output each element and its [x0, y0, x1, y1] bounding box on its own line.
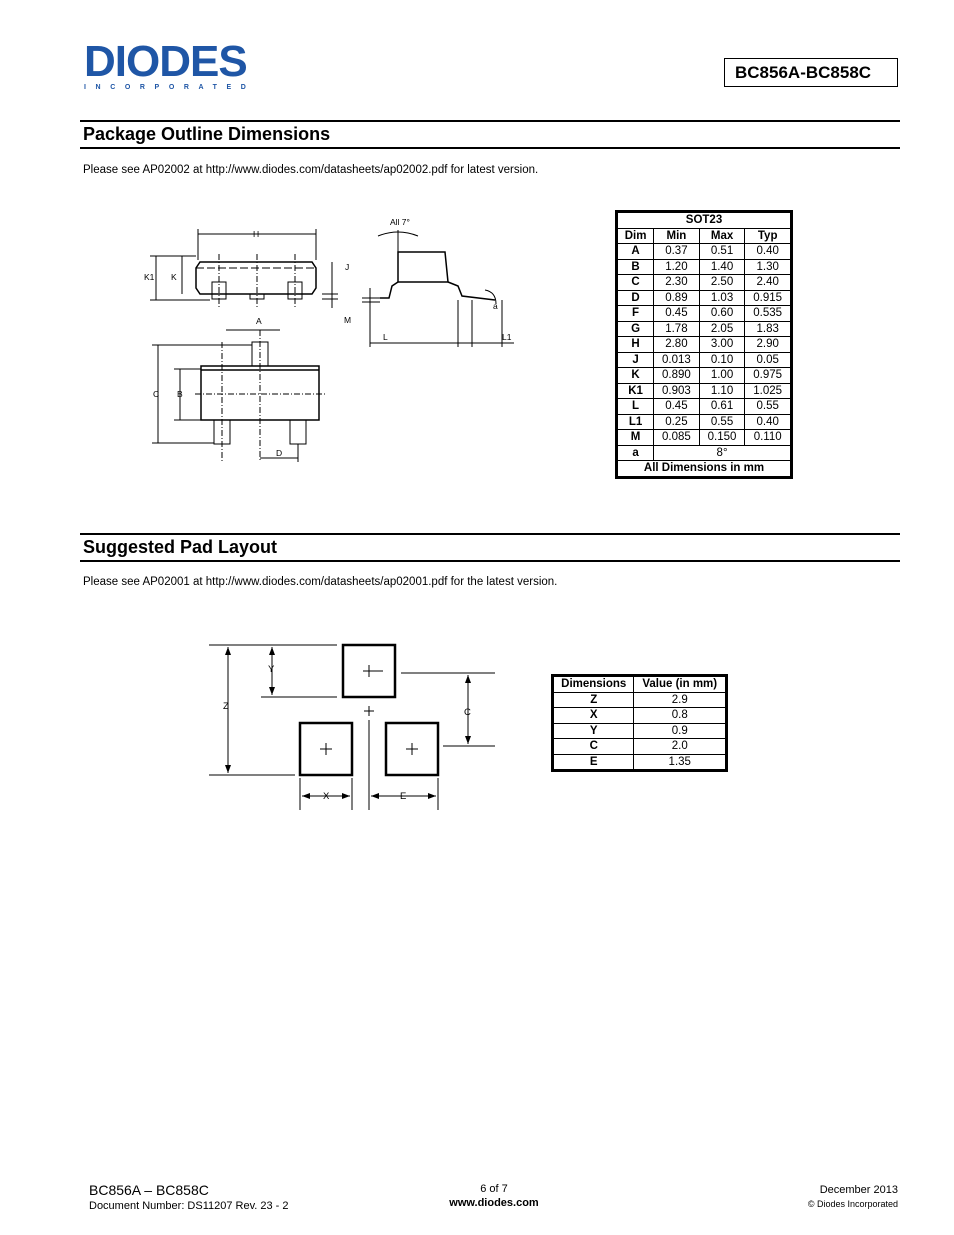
- sot23-cell-dim: F: [618, 306, 654, 322]
- sot23-cell-dim: G: [618, 321, 654, 337]
- sot23-row: [618, 244, 791, 260]
- sot23-row: [618, 259, 791, 275]
- part-number-box: [724, 58, 898, 87]
- pad-label-Y: Y: [268, 664, 275, 675]
- pad-table-frame: [551, 674, 728, 772]
- sot23-cell-dim: H: [618, 337, 654, 353]
- label-B: B: [177, 389, 183, 399]
- footer-copyright: © Diodes Incorporated: [807, 1199, 898, 1209]
- pad-cell-dim: Y: [554, 723, 634, 739]
- sot23-cell-value: 2.50: [699, 275, 745, 291]
- footer-website[interactable]: www.diodes.com: [449, 1197, 539, 1209]
- sot23-cell-dim: A: [618, 244, 654, 260]
- sot23-cell-value: 0.89: [654, 290, 700, 306]
- sot23-cell-value: 0.013: [654, 352, 700, 368]
- sot23-cell-value: 0.890: [654, 368, 700, 384]
- section1-title: Package Outline Dimensions: [83, 124, 331, 144]
- label-J: J: [345, 262, 350, 272]
- sot23-cell-dim: D: [618, 290, 654, 306]
- sot23-cell-value: 1.20: [654, 259, 700, 275]
- package-outline-drawing: [140, 212, 520, 467]
- sot23-cell-dim: J: [618, 352, 654, 368]
- sot23-cell-dim: C: [618, 275, 654, 291]
- label-a: a: [493, 301, 498, 311]
- label-D: D: [276, 448, 283, 458]
- sot23-cell-value: 3.00: [699, 337, 745, 353]
- sot23-cell-value: 0.25: [654, 414, 700, 430]
- sot23-cell-value: 0.51: [699, 244, 745, 260]
- sot23-cell-value: 0.61: [699, 399, 745, 415]
- sot23-cell-dim: K: [618, 368, 654, 384]
- sot23-a-dim: a: [618, 445, 654, 461]
- label-K: K: [171, 272, 177, 282]
- sot23-cell-dim: K1: [618, 383, 654, 399]
- sot23-row: [618, 368, 791, 384]
- part-number: BC856A-BC858C: [735, 63, 872, 82]
- sot23-cell-value: 0.60: [699, 306, 745, 322]
- sot23-cell-value: 2.30: [654, 275, 700, 291]
- sot23-table-title: SOT23: [618, 213, 791, 229]
- pad-cell-value: 1.35: [634, 754, 726, 770]
- sot23-cell-dim: L: [618, 399, 654, 415]
- sot23-row: [618, 430, 791, 446]
- sot23-cell-value: 2.90: [745, 337, 791, 353]
- section1-bottom-rule: [80, 147, 900, 149]
- footer-doc-number: Document Number: DS11207 Rev. 23 - 2: [89, 1200, 289, 1212]
- sot23-cell-value: 1.00: [699, 368, 745, 384]
- pad-cell-dim: E: [554, 754, 634, 770]
- pad-label-E: E: [400, 791, 407, 802]
- sot23-header-max: Max: [699, 228, 745, 244]
- section2-title: Suggested Pad Layout: [83, 537, 278, 557]
- sot23-header-typ: Typ: [745, 228, 791, 244]
- sot23-cell-dim: B: [618, 259, 654, 275]
- sot23-table: [617, 212, 791, 477]
- sot23-table-frame: [615, 210, 793, 479]
- pad-cell-dim: X: [554, 708, 634, 724]
- sot23-cell-value: 0.37: [654, 244, 700, 260]
- sot23-a-value: 8°: [654, 445, 791, 461]
- sot23-table-footer: All Dimensions in mm: [618, 461, 791, 477]
- sot23-row: [618, 352, 791, 368]
- sot23-row: [618, 275, 791, 291]
- sot23-cell-value: 0.903: [654, 383, 700, 399]
- pad-cell-value: 2.0: [634, 739, 726, 755]
- sot23-cell-dim: L1: [618, 414, 654, 430]
- sot23-row: [618, 399, 791, 415]
- label-A: A: [256, 316, 262, 326]
- sot23-cell-value: 0.10: [699, 352, 745, 368]
- section2-note: Please see AP02001 at http://www.diodes.com/datasheets/ap02001.pdf for the latest version.: [83, 576, 558, 588]
- pad-cell-dim: C: [554, 739, 634, 755]
- section2-bottom-rule: [80, 560, 900, 562]
- pad-label-C: C: [464, 707, 471, 718]
- sot23-cell-value: 0.55: [699, 414, 745, 430]
- pad-label-X: X: [323, 791, 330, 802]
- pad-row: [554, 723, 726, 739]
- logo-text: DIODES: [84, 37, 247, 86]
- sot23-cell-value: 1.30: [745, 259, 791, 275]
- footer-part: BC856A – BC858C: [89, 1182, 209, 1198]
- sot23-cell-value: 1.83: [745, 321, 791, 337]
- label-K1: K1: [144, 272, 155, 282]
- sot23-header-dim: Dim: [618, 228, 654, 244]
- sot23-cell-value: 2.05: [699, 321, 745, 337]
- sot23-row: [618, 321, 791, 337]
- pad-label-Z: Z: [223, 701, 229, 712]
- company-logo: [84, 37, 256, 91]
- label-H: H: [253, 229, 260, 239]
- sot23-cell-value: 0.535: [745, 306, 791, 322]
- label-L1: L1: [502, 332, 512, 342]
- footer-date: December 2013: [819, 1184, 898, 1196]
- logo-subtext: INCORPORATED: [84, 84, 256, 91]
- pad-cell-value: 2.9: [634, 692, 726, 708]
- sot23-cell-dim: M: [618, 430, 654, 446]
- sot23-cell-value: 0.45: [654, 399, 700, 415]
- sot23-cell-value: 0.45: [654, 306, 700, 322]
- sot23-cell-value: 1.78: [654, 321, 700, 337]
- sot23-row: [618, 414, 791, 430]
- pad-table: [553, 676, 726, 770]
- sot23-cell-value: 0.110: [745, 430, 791, 446]
- pad-header-value: Value (in mm): [634, 677, 726, 693]
- sot23-cell-value: 0.150: [699, 430, 745, 446]
- sot23-cell-value: 0.40: [745, 244, 791, 260]
- sot23-cell-value: 0.05: [745, 352, 791, 368]
- sot23-row: [618, 337, 791, 353]
- label-L: L: [383, 332, 388, 342]
- section1-top-rule: [80, 120, 900, 122]
- sot23-header-min: Min: [654, 228, 700, 244]
- sot23-cell-value: 0.085: [654, 430, 700, 446]
- label-C: C: [153, 389, 160, 399]
- section1-note: Please see AP02002 at http://www.diodes.com/datasheets/ap02002.pdf for latest version.: [83, 164, 539, 176]
- pad-row: [554, 708, 726, 724]
- pad-header-dimensions: Dimensions: [554, 677, 634, 693]
- pad-row: [554, 739, 726, 755]
- sot23-cell-value: 0.55: [745, 399, 791, 415]
- pad-cell-value: 0.9: [634, 723, 726, 739]
- sot23-cell-value: 2.40: [745, 275, 791, 291]
- label-M: M: [344, 315, 352, 325]
- sot23-cell-value: 2.80: [654, 337, 700, 353]
- footer-page: 6 of 7: [480, 1183, 508, 1195]
- pad-cell-value: 0.8: [634, 708, 726, 724]
- sot23-cell-value: 0.915: [745, 290, 791, 306]
- sot23-row: [618, 306, 791, 322]
- pad-layout-drawing: [205, 638, 505, 818]
- pad-row: [554, 692, 726, 708]
- sot23-cell-value: 1.10: [699, 383, 745, 399]
- sot23-cell-value: 0.40: [745, 414, 791, 430]
- sot23-row: [618, 290, 791, 306]
- pad-cell-dim: Z: [554, 692, 634, 708]
- sot23-cell-value: 1.03: [699, 290, 745, 306]
- sot23-cell-value: 1.40: [699, 259, 745, 275]
- sot23-cell-value: 0.975: [745, 368, 791, 384]
- label-all7: All 7°: [390, 217, 410, 227]
- pad-row: [554, 754, 726, 770]
- sot23-row: [618, 383, 791, 399]
- sot23-cell-value: 1.025: [745, 383, 791, 399]
- section2-top-rule: [80, 533, 900, 535]
